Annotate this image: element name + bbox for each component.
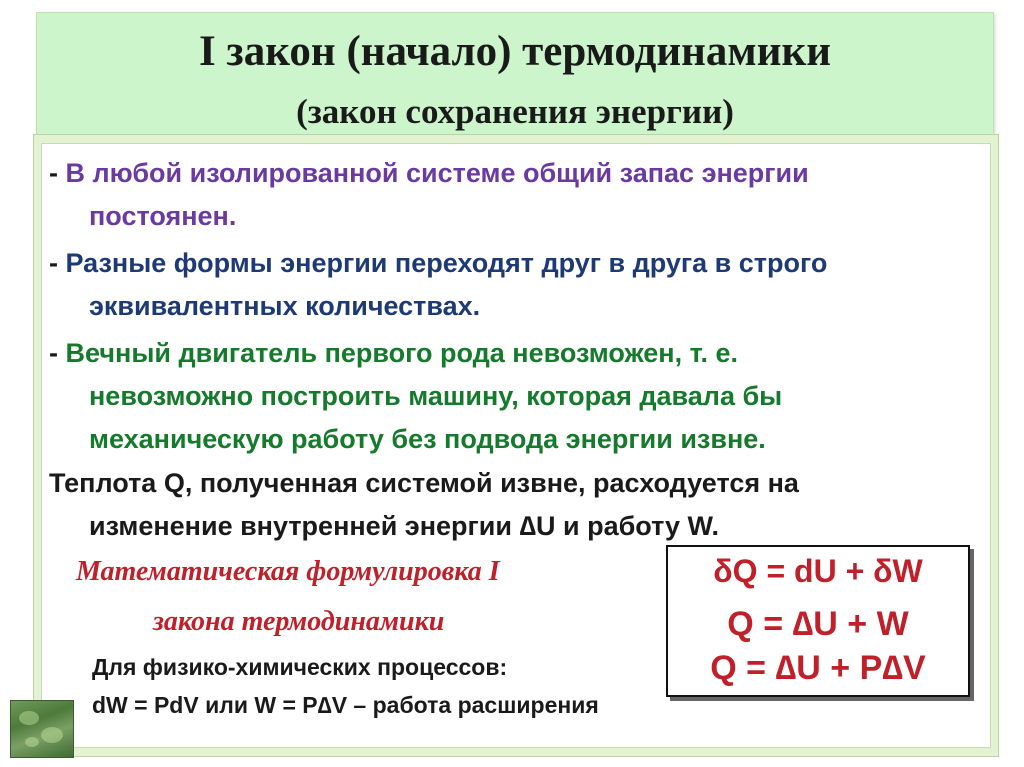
point-1-line-2: постоянен. xyxy=(89,201,237,231)
point-3-line-1: Вечный двигатель первого рода невозможен, т. е. xyxy=(65,338,738,368)
expansion-work-formula: dW = PdV или W = P∆V – работа расширения xyxy=(92,692,599,718)
slide-subtitle: (закон сохранения энергии) xyxy=(296,92,734,131)
math-formulation-label-2: закона термодинамики xyxy=(153,606,445,637)
point-2-line-2: эквивалентных количествах. xyxy=(89,291,481,321)
landscape-thumbnail xyxy=(10,700,74,758)
point-2-line-1: Разные формы энергии переходят друг в друга в строго xyxy=(65,248,828,278)
heat-line-1: Теплота Q, полученная системой извне, расходуется на xyxy=(49,468,799,498)
point-isolated-system: - В любой изолированной системе общий запас энергии постоянен. xyxy=(49,152,929,238)
formula-integral: Q = ∆U + W xyxy=(727,605,909,643)
heat-statement xyxy=(49,462,929,548)
formula-differential: δQ = dU + δW xyxy=(713,553,923,589)
slide-title: I закон (начало) термодинамики xyxy=(198,28,832,75)
point-3-line-2: невозможно построить машину, которая давала бы xyxy=(89,381,783,411)
point-1-line-1: В любой изолированной системе общий запас энергии xyxy=(65,158,809,188)
heat-line-2: изменение внутренней энергии ∆U и работу W. xyxy=(89,511,720,541)
title-banner xyxy=(36,12,994,138)
point-3-line-3: механическую работу без подвода энергии извне. xyxy=(89,424,766,454)
point-energy-forms: - Разные формы энергии переходят друг в друга в строго эквивалентных количествах. xyxy=(49,242,929,328)
formula-expansion: Q = ∆U + P∆V xyxy=(710,649,926,687)
math-formulation-label-1: Математическая формулировка I xyxy=(76,556,500,587)
formula-box xyxy=(666,545,970,697)
processes-heading: Для физико-химических процессов: xyxy=(92,654,508,680)
point-perpetual-motion: - Вечный двигатель первого рода невозможен, т. е. невозможно построить машину, которая давала бы механическую работу без подвода энергии извне. xyxy=(49,332,929,461)
